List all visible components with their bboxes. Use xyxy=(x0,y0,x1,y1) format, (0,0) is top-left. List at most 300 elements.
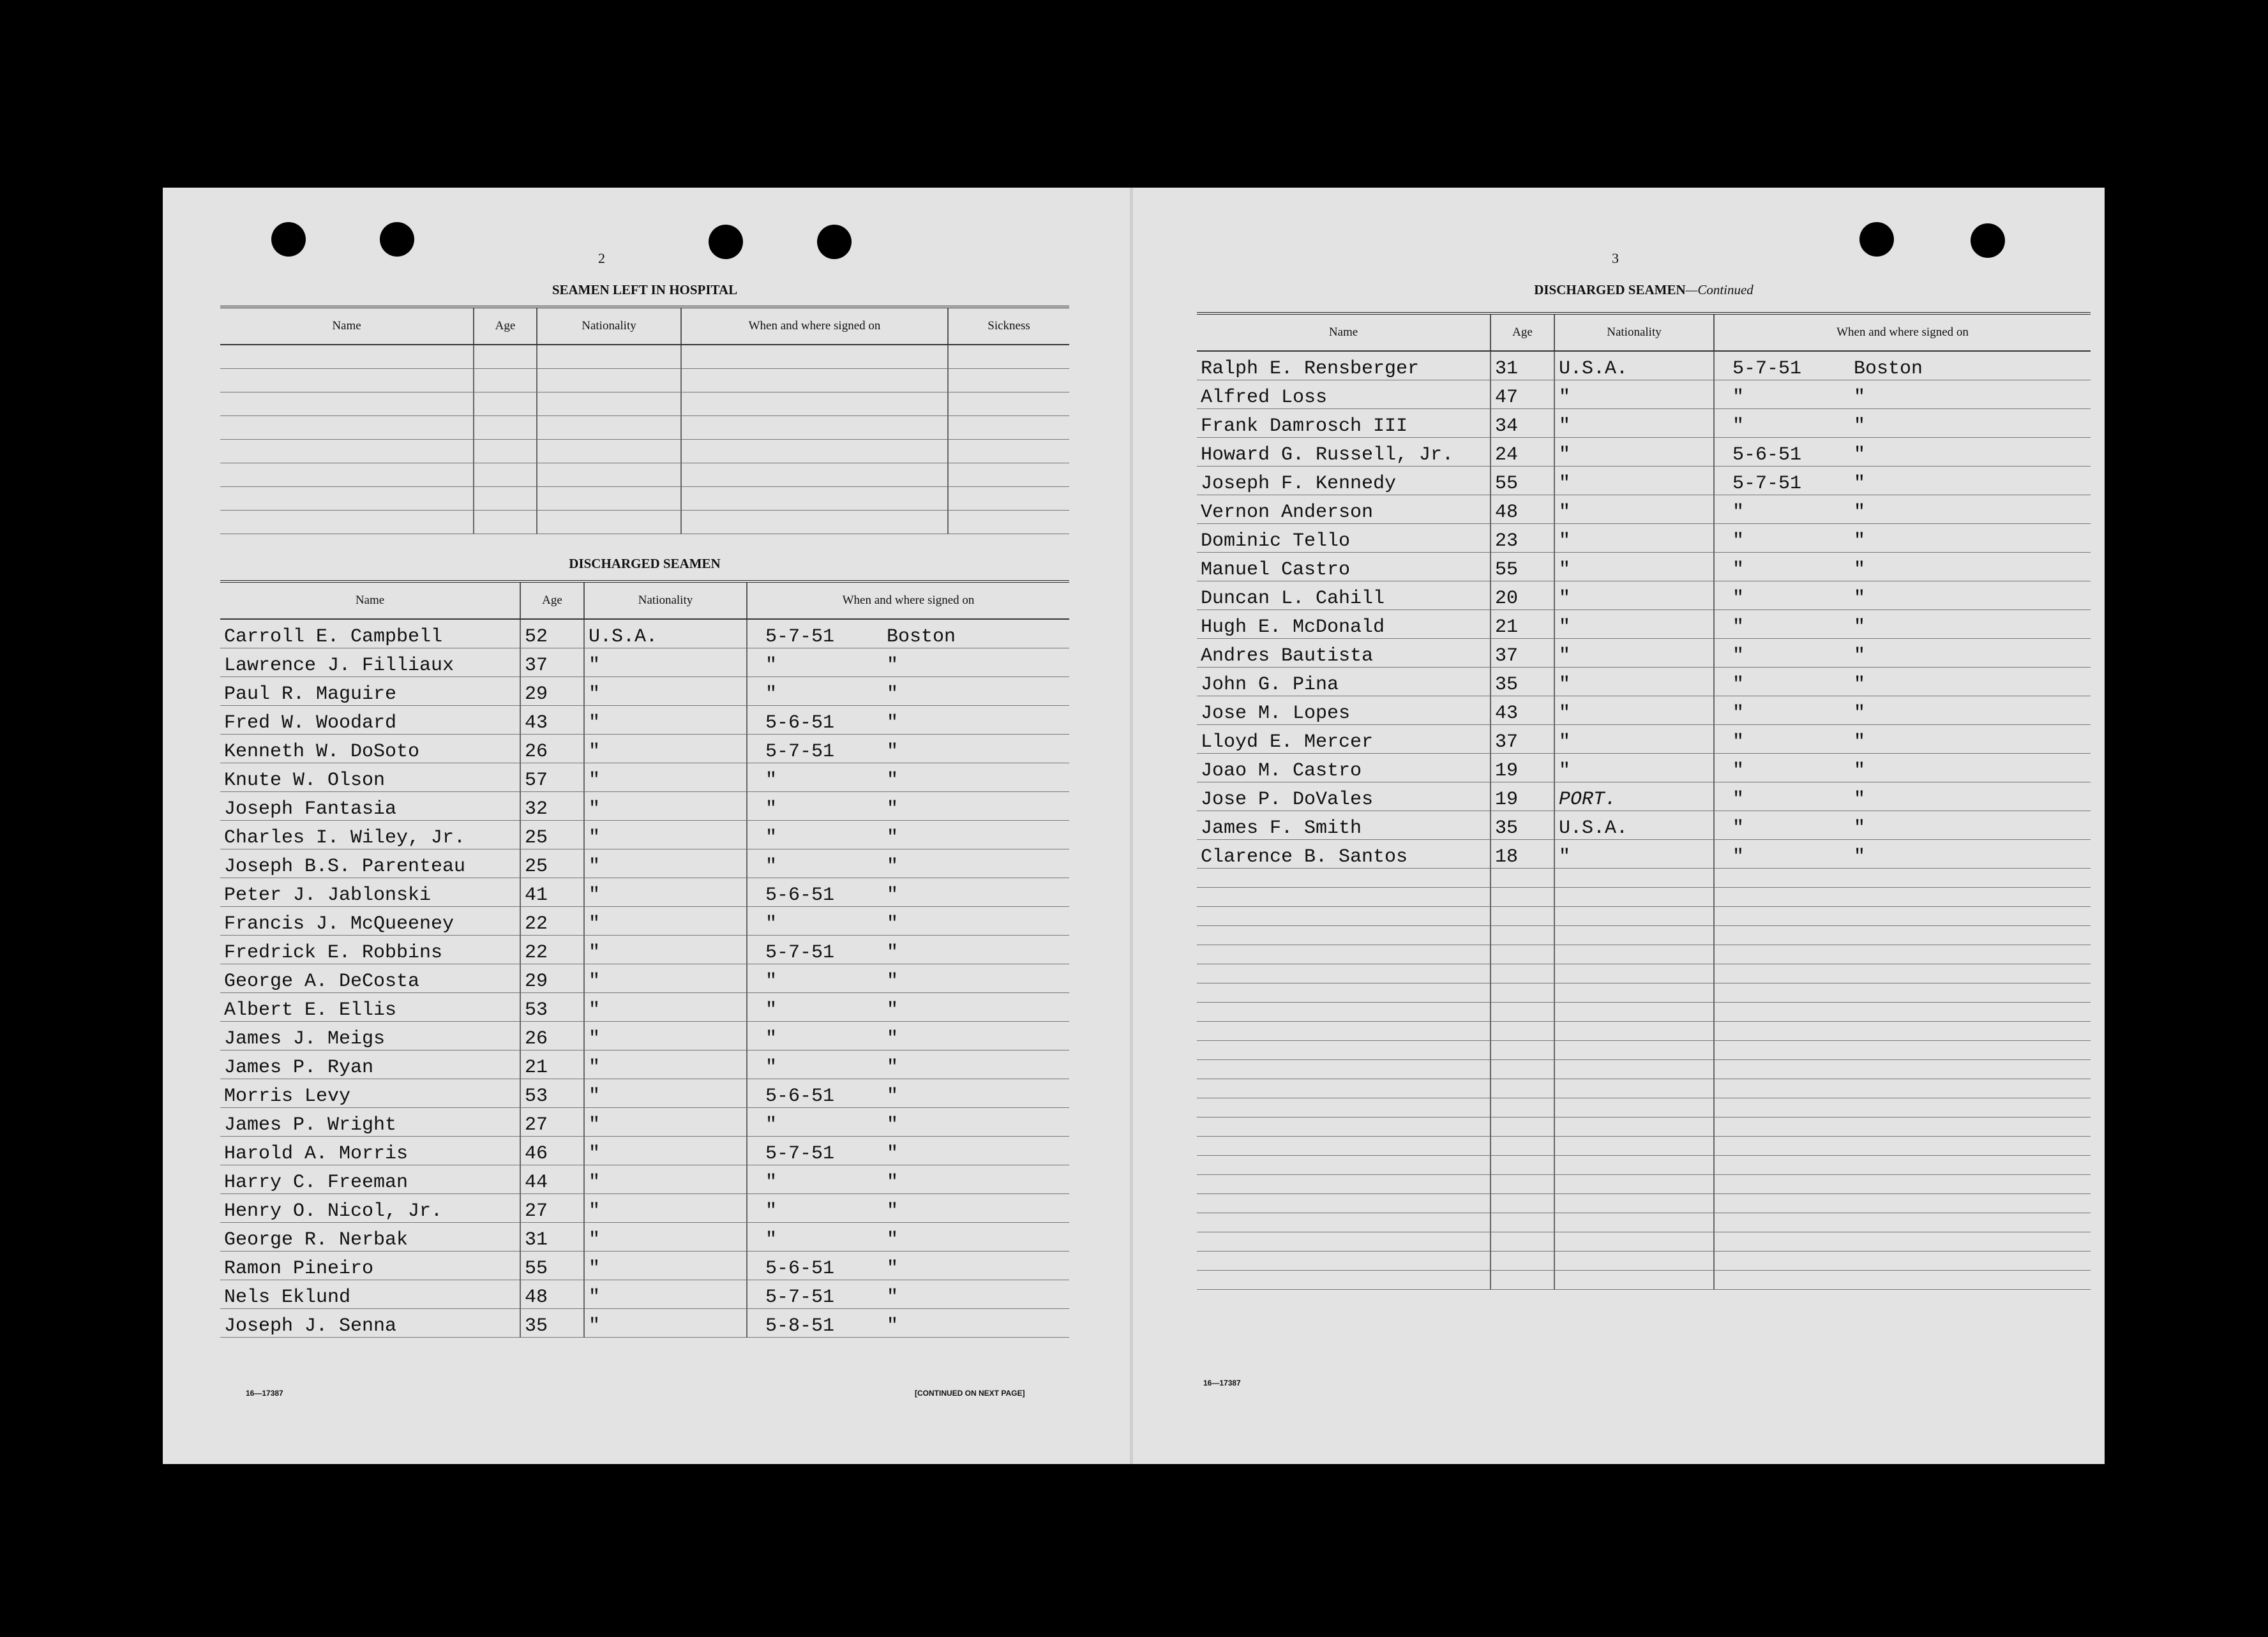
seaman-name: George R. Nerbak xyxy=(220,1223,520,1252)
seaman-name: Henry O. Nicol, Jr. xyxy=(220,1194,520,1223)
blank-cell xyxy=(537,369,681,392)
seaman-age: 55 xyxy=(520,1252,584,1280)
blank-row xyxy=(220,463,1069,487)
blank-cell xyxy=(1491,1022,1554,1041)
table-row xyxy=(1197,782,2091,811)
table-row xyxy=(220,1137,1069,1165)
blank-cell xyxy=(1714,983,2091,1003)
table-row xyxy=(1197,467,2091,495)
signed-on-date: 5-7-51 xyxy=(1732,473,1802,495)
seaman-nationality: " xyxy=(1554,553,1714,581)
punch-hole xyxy=(1859,222,1894,257)
seaman-age: 22 xyxy=(520,936,584,964)
table-row xyxy=(220,907,1069,936)
seaman-nationality: " xyxy=(584,993,747,1022)
blank-cell xyxy=(948,463,1069,487)
seaman-name: Clarence B. Santos xyxy=(1197,840,1491,869)
signed-on xyxy=(747,763,1069,792)
signed-on-place: " xyxy=(887,1114,899,1136)
blank-cell xyxy=(1554,1156,1714,1175)
signed-on-date: " xyxy=(765,798,777,820)
blank-row xyxy=(1197,1022,2091,1041)
signed-on-date: 5-6-51 xyxy=(765,1258,835,1280)
table-row xyxy=(220,849,1069,878)
seaman-name: James P. Ryan xyxy=(220,1050,520,1079)
blank-row xyxy=(1197,1213,2091,1232)
col-header-signed-on: When and where signed on xyxy=(1714,313,2091,351)
seaman-age: 19 xyxy=(1491,782,1554,811)
blank-cell xyxy=(1714,1079,2091,1098)
table-row xyxy=(220,792,1069,821)
seaman-age: 41 xyxy=(520,878,584,907)
signed-on-place: " xyxy=(887,1315,899,1337)
col-header-nationality: Nationality xyxy=(537,307,681,345)
signed-on xyxy=(1714,495,2091,524)
seaman-name: Dominic Tello xyxy=(1197,524,1491,553)
blank-cell xyxy=(1714,1137,2091,1156)
signed-on-date: 5-6-51 xyxy=(765,885,835,906)
seaman-age: 43 xyxy=(520,706,584,735)
blank-cell xyxy=(474,440,537,463)
blank-cell xyxy=(1714,1156,2091,1175)
seaman-age: 35 xyxy=(1491,811,1554,840)
table-row xyxy=(220,1022,1069,1050)
signed-on xyxy=(747,849,1069,878)
seaman-name: Fredrick E. Robbins xyxy=(220,936,520,964)
signed-on-place: " xyxy=(887,741,899,763)
seaman-age: 46 xyxy=(520,1137,584,1165)
table-row xyxy=(1197,811,2091,840)
seaman-nationality: " xyxy=(1554,380,1714,409)
blank-cell xyxy=(1197,1022,1491,1041)
blank-cell xyxy=(681,511,948,534)
signed-on-date: " xyxy=(1732,559,1745,581)
blank-row xyxy=(1197,1003,2091,1022)
signed-on-place: " xyxy=(887,971,899,992)
blank-row xyxy=(1197,1232,2091,1252)
blank-cell xyxy=(1714,1213,2091,1232)
seaman-nationality: " xyxy=(584,1194,747,1223)
seaman-age: 53 xyxy=(520,1079,584,1108)
blank-cell xyxy=(220,345,474,369)
seaman-age: 55 xyxy=(1491,553,1554,581)
seaman-age: 37 xyxy=(1491,639,1554,668)
seaman-age: 43 xyxy=(1491,696,1554,725)
signed-on xyxy=(747,1252,1069,1280)
blank-row xyxy=(1197,907,2091,926)
table-row xyxy=(220,936,1069,964)
blank-cell xyxy=(220,416,474,440)
table-row xyxy=(1197,725,2091,754)
seaman-name: Lloyd E. Mercer xyxy=(1197,725,1491,754)
table-row xyxy=(220,1309,1069,1338)
seaman-nationality: " xyxy=(584,878,747,907)
signed-on-place: " xyxy=(887,1086,899,1107)
heading-suffix: —Continued xyxy=(1685,282,1754,297)
signed-on-date: " xyxy=(765,913,777,935)
signed-on xyxy=(747,821,1069,849)
seaman-nationality: " xyxy=(584,648,747,677)
blank-cell xyxy=(1491,869,1554,888)
punch-hole xyxy=(271,222,306,257)
signed-on-place: " xyxy=(1854,415,1866,437)
blank-cell xyxy=(474,392,537,416)
table-row xyxy=(220,1223,1069,1252)
seaman-name: John G. Pina xyxy=(1197,668,1491,696)
signed-on-date: " xyxy=(1732,818,1745,839)
seaman-name: Duncan L. Cahill xyxy=(1197,581,1491,610)
discharged-table xyxy=(220,580,1069,1338)
page-3 xyxy=(1133,188,2105,1464)
blank-cell xyxy=(1554,869,1714,888)
seaman-name: Knute W. Olson xyxy=(220,763,520,792)
signed-on xyxy=(747,1165,1069,1194)
blank-cell xyxy=(537,392,681,416)
blank-cell xyxy=(1554,1022,1714,1041)
seaman-age: 35 xyxy=(1491,668,1554,696)
blank-cell xyxy=(1491,1079,1554,1098)
blank-cell xyxy=(1714,1271,2091,1290)
blank-cell xyxy=(537,440,681,463)
blank-cell xyxy=(1491,1137,1554,1156)
blank-row xyxy=(1197,1156,2091,1175)
table-row xyxy=(220,1050,1069,1079)
signed-on xyxy=(747,1108,1069,1137)
signed-on-place: " xyxy=(1854,703,1866,724)
seaman-name: Joseph J. Senna xyxy=(220,1309,520,1338)
seaman-age: 34 xyxy=(1491,409,1554,438)
table-row xyxy=(220,1165,1069,1194)
blank-cell xyxy=(1491,1098,1554,1117)
punch-hole xyxy=(709,225,743,259)
blank-cell xyxy=(1197,964,1491,983)
seaman-age: 35 xyxy=(520,1309,584,1338)
signed-on xyxy=(1714,725,2091,754)
table-row xyxy=(220,763,1069,792)
signed-on-place: " xyxy=(1854,444,1866,466)
blank-cell xyxy=(1197,1137,1491,1156)
seaman-name: Morris Levy xyxy=(220,1079,520,1108)
signed-on xyxy=(747,735,1069,763)
signed-on xyxy=(1714,754,2091,782)
blank-cell xyxy=(1197,926,1491,945)
blank-row xyxy=(1197,983,2091,1003)
blank-cell xyxy=(1554,1098,1714,1117)
signed-on-place: " xyxy=(887,770,899,791)
table-row xyxy=(220,821,1069,849)
seaman-nationality: PORT. xyxy=(1554,782,1714,811)
blank-row xyxy=(220,416,1069,440)
col-header-age: Age xyxy=(474,307,537,345)
blank-cell xyxy=(948,440,1069,463)
seaman-name: Hugh E. McDonald xyxy=(1197,610,1491,639)
seaman-nationality: " xyxy=(584,1137,747,1165)
signed-on-date: " xyxy=(1732,789,1745,811)
seaman-nationality: " xyxy=(1554,610,1714,639)
blank-cell xyxy=(1491,1175,1554,1194)
blank-cell xyxy=(537,487,681,511)
seaman-age: 32 xyxy=(520,792,584,821)
blank-row xyxy=(220,392,1069,416)
blank-cell xyxy=(1491,907,1554,926)
blank-row xyxy=(1197,964,2091,983)
seaman-nationality: " xyxy=(584,1252,747,1280)
signed-on xyxy=(1714,380,2091,409)
signed-on-date: 5-7-51 xyxy=(765,942,835,964)
seaman-age: 29 xyxy=(520,677,584,706)
blank-cell xyxy=(1714,1252,2091,1271)
seaman-name: Harold A. Morris xyxy=(220,1137,520,1165)
signed-on-place: " xyxy=(887,1057,899,1079)
seaman-nationality: " xyxy=(1554,754,1714,782)
signed-on-place: " xyxy=(1854,846,1866,868)
seaman-name: James P. Wright xyxy=(220,1108,520,1137)
signed-on-date: 5-8-51 xyxy=(765,1315,835,1337)
blank-cell xyxy=(1197,869,1491,888)
signed-on-place: " xyxy=(887,1200,899,1222)
blank-cell xyxy=(1197,1041,1491,1060)
signed-on-date: " xyxy=(1732,588,1745,609)
seaman-age: 21 xyxy=(520,1050,584,1079)
seaman-name: Joseph Fantasia xyxy=(220,792,520,821)
col-header-age: Age xyxy=(520,581,584,619)
seaman-nationality: " xyxy=(1554,524,1714,553)
blank-cell xyxy=(1714,964,2091,983)
table-row xyxy=(1197,524,2091,553)
seaman-nationality: " xyxy=(1554,840,1714,869)
seaman-name: Joseph F. Kennedy xyxy=(1197,467,1491,495)
blank-cell xyxy=(220,463,474,487)
form-number: 16—17387 xyxy=(1203,1379,1241,1387)
seaman-name: Francis J. McQueeney xyxy=(220,907,520,936)
signed-on-place: " xyxy=(887,827,899,849)
signed-on-date: " xyxy=(765,1057,777,1079)
blank-cell xyxy=(1491,888,1554,907)
signed-on xyxy=(1714,409,2091,438)
blank-cell xyxy=(1491,1194,1554,1213)
seaman-nationality: " xyxy=(584,964,747,993)
blank-cell xyxy=(1554,1003,1714,1022)
signed-on-place: " xyxy=(887,913,899,935)
blank-cell xyxy=(1491,1232,1554,1252)
seaman-age: 48 xyxy=(520,1280,584,1309)
signed-on xyxy=(1714,782,2091,811)
seaman-nationality: U.S.A. xyxy=(1554,811,1714,840)
blank-cell xyxy=(1714,1060,2091,1079)
signed-on-place: " xyxy=(887,798,899,820)
seaman-nationality: " xyxy=(584,706,747,735)
seaman-age: 22 xyxy=(520,907,584,936)
signed-on-date: " xyxy=(1732,415,1745,437)
seaman-nationality: U.S.A. xyxy=(584,619,747,648)
seaman-age: 19 xyxy=(1491,754,1554,782)
signed-on xyxy=(747,1137,1069,1165)
signed-on-date: " xyxy=(1732,846,1745,868)
blank-cell xyxy=(537,345,681,369)
seaman-age: 27 xyxy=(520,1194,584,1223)
col-header-nationality: Nationality xyxy=(1554,313,1714,351)
blank-cell xyxy=(1491,1156,1554,1175)
seaman-age: 31 xyxy=(520,1223,584,1252)
signed-on xyxy=(1714,840,2091,869)
signed-on-place: Boston xyxy=(1854,358,1923,380)
blank-row xyxy=(1197,926,2091,945)
signed-on xyxy=(747,964,1069,993)
signed-on-date: 5-6-51 xyxy=(1732,444,1802,466)
blank-cell xyxy=(1197,907,1491,926)
blank-cell xyxy=(948,511,1069,534)
page-2 xyxy=(163,188,1133,1464)
table-row xyxy=(220,735,1069,763)
signed-on-place: " xyxy=(1854,674,1866,696)
seaman-age: 26 xyxy=(520,735,584,763)
seaman-nationality: " xyxy=(584,1108,747,1137)
signed-on-place: " xyxy=(887,999,899,1021)
seaman-name: Howard G. Russell, Jr. xyxy=(1197,438,1491,467)
seaman-nationality: " xyxy=(584,792,747,821)
blank-cell xyxy=(474,487,537,511)
seaman-nationality: " xyxy=(1554,467,1714,495)
signed-on-place: " xyxy=(1854,473,1866,495)
blank-cell xyxy=(1491,1060,1554,1079)
blank-cell xyxy=(1714,888,2091,907)
table-row xyxy=(220,1280,1069,1309)
signed-on-date: " xyxy=(765,770,777,791)
seaman-age: 21 xyxy=(1491,610,1554,639)
blank-cell xyxy=(948,416,1069,440)
signed-on-place: " xyxy=(1854,559,1866,581)
blank-cell xyxy=(1554,907,1714,926)
seaman-age: 26 xyxy=(520,1022,584,1050)
blank-cell xyxy=(1197,983,1491,1003)
signed-on-place: " xyxy=(1854,530,1866,552)
signed-on xyxy=(1714,811,2091,840)
seaman-nationality: " xyxy=(1554,639,1714,668)
table-row xyxy=(1197,840,2091,869)
discharged-heading: DISCHARGED SEAMEN xyxy=(569,556,721,571)
blank-cell xyxy=(474,463,537,487)
table-row xyxy=(220,878,1069,907)
signed-on-place: " xyxy=(887,885,899,906)
seaman-nationality: " xyxy=(1554,725,1714,754)
signed-on xyxy=(747,1079,1069,1108)
signed-on xyxy=(747,1309,1069,1338)
col-header-name: Name xyxy=(220,581,520,619)
blank-cell xyxy=(1554,1232,1714,1252)
signed-on xyxy=(1714,524,2091,553)
seaman-age: 37 xyxy=(520,648,584,677)
seaman-age: 18 xyxy=(1491,840,1554,869)
signed-on-place: " xyxy=(887,1172,899,1193)
blank-cell xyxy=(1714,1022,2091,1041)
signed-on-date: " xyxy=(1732,645,1745,667)
signed-on-date: " xyxy=(765,655,777,676)
signed-on-date: 5-7-51 xyxy=(765,741,835,763)
blank-cell xyxy=(537,511,681,534)
seaman-name: James J. Meigs xyxy=(220,1022,520,1050)
table-row xyxy=(220,993,1069,1022)
table-row xyxy=(220,1252,1069,1280)
signed-on-date: " xyxy=(1732,731,1745,753)
signed-on xyxy=(747,648,1069,677)
col-header-signed-on: When and where signed on xyxy=(747,581,1069,619)
blank-cell xyxy=(681,416,948,440)
seaman-nationality: " xyxy=(1554,696,1714,725)
table-row xyxy=(220,1079,1069,1108)
blank-cell xyxy=(1197,1175,1491,1194)
hospital-heading: SEAMEN LEFT IN HOSPITAL xyxy=(552,282,738,297)
blank-cell xyxy=(1491,1041,1554,1060)
signed-on xyxy=(747,993,1069,1022)
signed-on-place: " xyxy=(1854,789,1866,811)
seaman-nationality: " xyxy=(584,677,747,706)
signed-on xyxy=(747,619,1069,648)
table-row xyxy=(220,706,1069,735)
blank-cell xyxy=(1554,926,1714,945)
signed-on xyxy=(747,1050,1069,1079)
col-header-nationality: Nationality xyxy=(584,581,747,619)
blank-cell xyxy=(1491,964,1554,983)
table-row xyxy=(220,619,1069,648)
blank-row xyxy=(1197,945,2091,964)
signed-on-place: " xyxy=(1854,645,1866,667)
seaman-age: 53 xyxy=(520,993,584,1022)
blank-row xyxy=(1197,1175,2091,1194)
signed-on xyxy=(1714,438,2091,467)
signed-on-place: " xyxy=(1854,588,1866,609)
blank-row xyxy=(1197,888,2091,907)
signed-on xyxy=(1714,553,2091,581)
table-row xyxy=(1197,380,2091,409)
seaman-age: 27 xyxy=(520,1108,584,1137)
blank-cell xyxy=(1714,926,2091,945)
seaman-nationality: " xyxy=(584,763,747,792)
blank-row xyxy=(1197,1060,2091,1079)
seaman-name: Lawrence J. Filliaux xyxy=(220,648,520,677)
blank-cell xyxy=(1714,907,2091,926)
signed-on-date: " xyxy=(765,827,777,849)
blank-row xyxy=(1197,1271,2091,1290)
blank-cell xyxy=(1491,1213,1554,1232)
seaman-age: 25 xyxy=(520,821,584,849)
signed-on-date: " xyxy=(765,1200,777,1222)
blank-row xyxy=(220,440,1069,463)
signed-on xyxy=(747,1223,1069,1252)
blank-cell xyxy=(1197,1079,1491,1098)
blank-cell xyxy=(1491,983,1554,1003)
blank-cell xyxy=(1197,1060,1491,1079)
seaman-name: Ralph E. Rensberger xyxy=(1197,351,1491,380)
punch-hole xyxy=(380,222,414,257)
blank-cell xyxy=(474,416,537,440)
signed-on-date: " xyxy=(1732,617,1745,638)
signed-on xyxy=(1714,467,2091,495)
blank-row xyxy=(1197,1194,2091,1213)
blank-cell xyxy=(1714,1003,2091,1022)
blank-cell xyxy=(1554,1117,1714,1137)
signed-on-date: " xyxy=(765,971,777,992)
signed-on-date: " xyxy=(765,1028,777,1050)
blank-row xyxy=(220,345,1069,369)
signed-on xyxy=(747,1194,1069,1223)
blank-cell xyxy=(1197,1271,1491,1290)
seaman-name: Albert E. Ellis xyxy=(220,993,520,1022)
blank-cell xyxy=(1197,1194,1491,1213)
signed-on-date: " xyxy=(765,1229,777,1251)
seaman-nationality: " xyxy=(584,907,747,936)
table-row xyxy=(220,1194,1069,1223)
blank-cell xyxy=(220,487,474,511)
